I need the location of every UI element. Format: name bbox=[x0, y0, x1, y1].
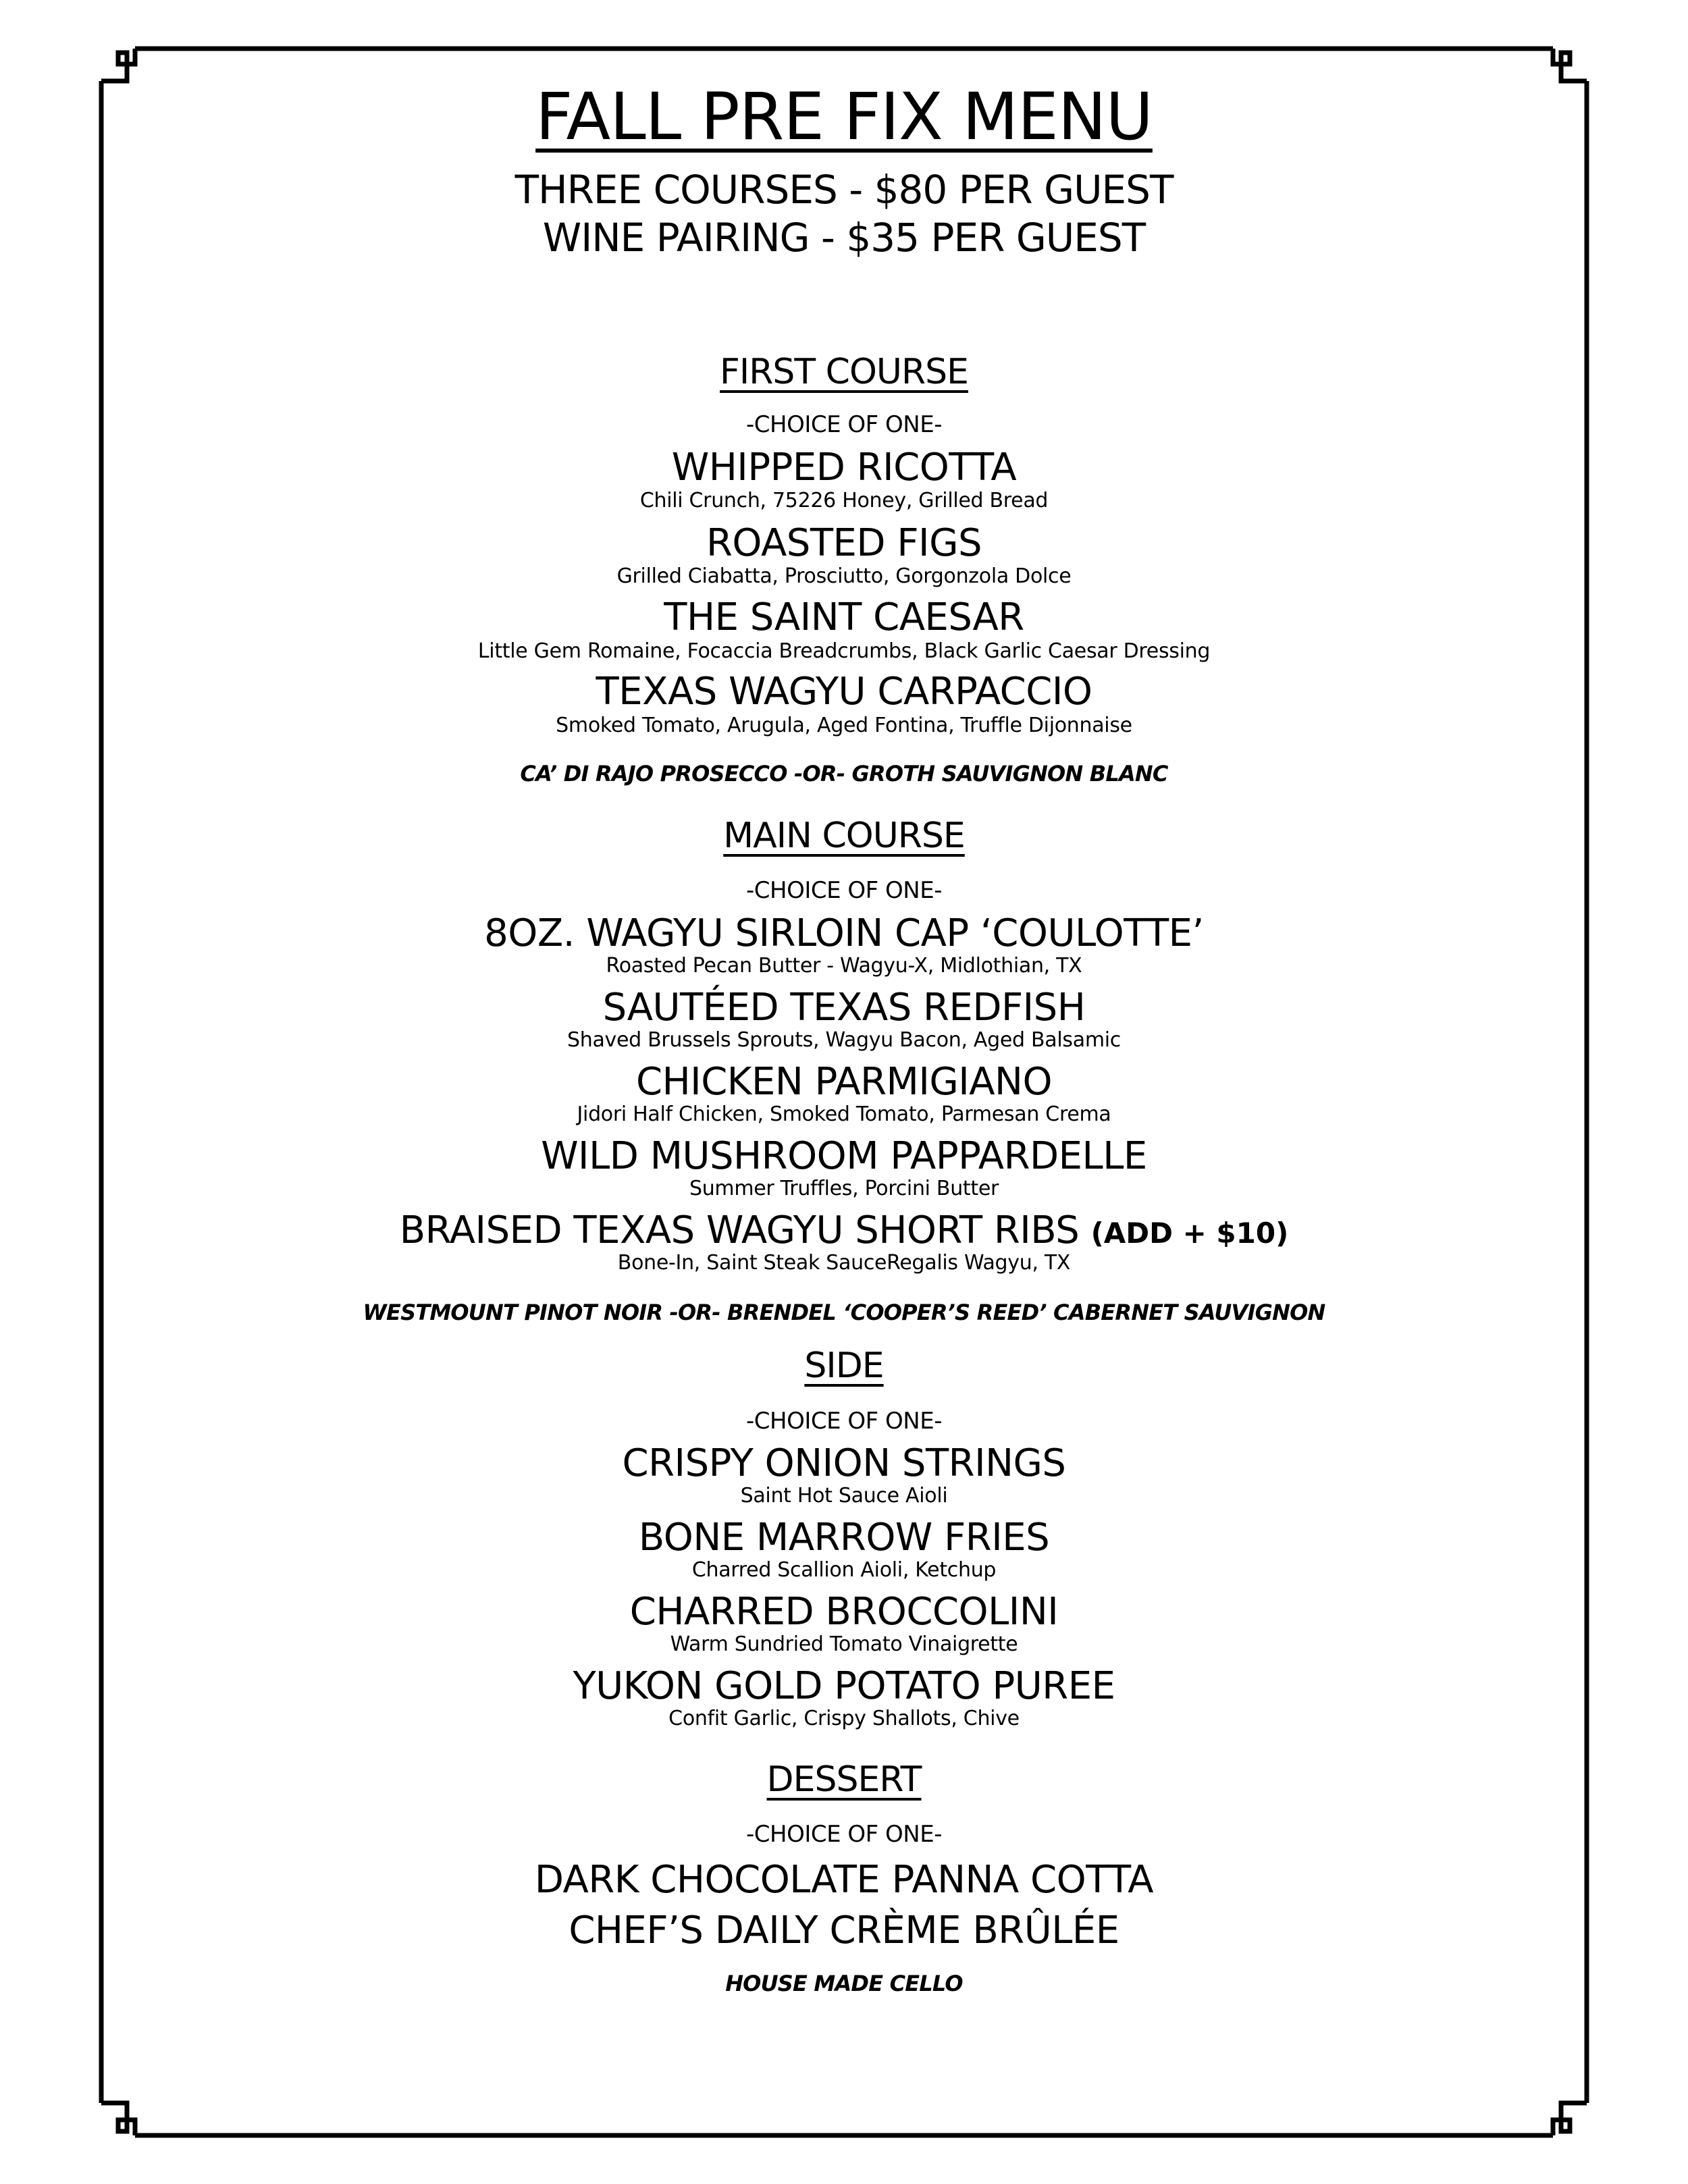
dish-name: CHARRED BROCCOLINI bbox=[629, 1590, 1059, 1634]
dish-name: BRAISED TEXAS WAGYU SHORT RIBS bbox=[399, 1208, 1080, 1252]
first-course-wine: CA’ DI RAJO PROSECCO -OR- GROTH SAUVIGNON BLANC bbox=[520, 761, 1168, 787]
first-course-choice: -CHOICE OF ONE- bbox=[746, 411, 942, 438]
dish-description: Summer Truffles, Porcini Butter bbox=[689, 1177, 999, 1200]
dish-description: Charred Scallion Aioli, Ketchup bbox=[691, 1558, 997, 1582]
dish-name: 8OZ. WAGYU SIRLOIN CAP ‘COULOTTE’ bbox=[484, 911, 1204, 955]
dish-description: Smoked Tomato, Arugula, Aged Fontina, Truffle Dijonnaise bbox=[556, 714, 1132, 737]
dish-description: Grilled Ciabatta, Prosciutto, Gorgonzola Dolce bbox=[616, 564, 1072, 588]
side-choice: -CHOICE OF ONE- bbox=[746, 1408, 942, 1435]
dessert-pairing: HOUSE MADE CELLO bbox=[725, 1971, 963, 1996]
dish-name-with-surcharge bbox=[0, 1208, 1688, 1252]
dish-description: Shaved Brussels Sprouts, Wagyu Bacon, Aged Balsamic bbox=[566, 1028, 1121, 1052]
dish-name: THE SAINT CAESAR bbox=[664, 595, 1024, 639]
dish-name: YUKON GOLD POTATO PUREE bbox=[573, 1664, 1115, 1708]
first-course-heading: FIRST COURSE bbox=[720, 352, 968, 392]
dish-name: BONE MARROW FRIES bbox=[638, 1516, 1050, 1560]
dish-name: CHEF’S DAILY CRÈME BRÛLÉE bbox=[569, 1909, 1119, 1952]
dish-name: TEXAS WAGYU CARPACCIO bbox=[596, 670, 1092, 714]
side-heading: SIDE bbox=[804, 1346, 884, 1386]
surcharge-badge: (ADD + $10) bbox=[1090, 1217, 1289, 1250]
dessert-heading: DESSERT bbox=[766, 1759, 922, 1800]
menu-title: FALL PRE FIX MENU bbox=[535, 79, 1153, 155]
course-price: THREE COURSES - $80 PER GUEST bbox=[515, 167, 1173, 213]
dish-description: Little Gem Romaine, Focaccia Breadcrumbs, Black Garlic Caesar Dressing bbox=[477, 639, 1211, 663]
dish-name: DARK CHOCOLATE PANNA COTTA bbox=[534, 1858, 1154, 1902]
dish-description: Jidori Half Chicken, Smoked Tomato, Parmesan Crema bbox=[577, 1102, 1111, 1126]
wine-pairing-price: WINE PAIRING - $35 PER GUEST bbox=[542, 215, 1146, 261]
dish-name: CRISPY ONION STRINGS bbox=[622, 1441, 1066, 1485]
dish-name: SAUTÉED TEXAS REDFISH bbox=[602, 986, 1086, 1030]
dish-description: Warm Sundried Tomato Vinaigrette bbox=[670, 1632, 1018, 1656]
main-course-choice: -CHOICE OF ONE- bbox=[746, 877, 942, 904]
dessert-choice: -CHOICE OF ONE- bbox=[746, 1821, 942, 1848]
dish-name: WILD MUSHROOM PAPPARDELLE bbox=[541, 1134, 1147, 1178]
dish-description: Chili Crunch, 75226 Honey, Grilled Bread bbox=[639, 489, 1049, 512]
main-course-heading: MAIN COURSE bbox=[723, 816, 965, 856]
dish-description: Roasted Pecan Butter - Wagyu-X, Midlothian, TX bbox=[606, 954, 1082, 978]
dish-description: Bone-In, Saint Steak SauceRegalis Wagyu, TX bbox=[617, 1251, 1071, 1275]
dish-description: Confit Garlic, Crispy Shallots, Chive bbox=[668, 1707, 1020, 1730]
dish-name: WHIPPED RICOTTA bbox=[671, 446, 1017, 489]
main-course-wine: WESTMOUNT PINOT NOIR -OR- BRENDEL ‘COOPER’S REED’ CABERNET SAUVIGNON bbox=[363, 1300, 1325, 1325]
dish-name: ROASTED FIGS bbox=[706, 521, 982, 565]
dish-name: CHICKEN PARMIGIANO bbox=[635, 1060, 1053, 1104]
dish-description: Saint Hot Sauce Aioli bbox=[740, 1484, 948, 1508]
